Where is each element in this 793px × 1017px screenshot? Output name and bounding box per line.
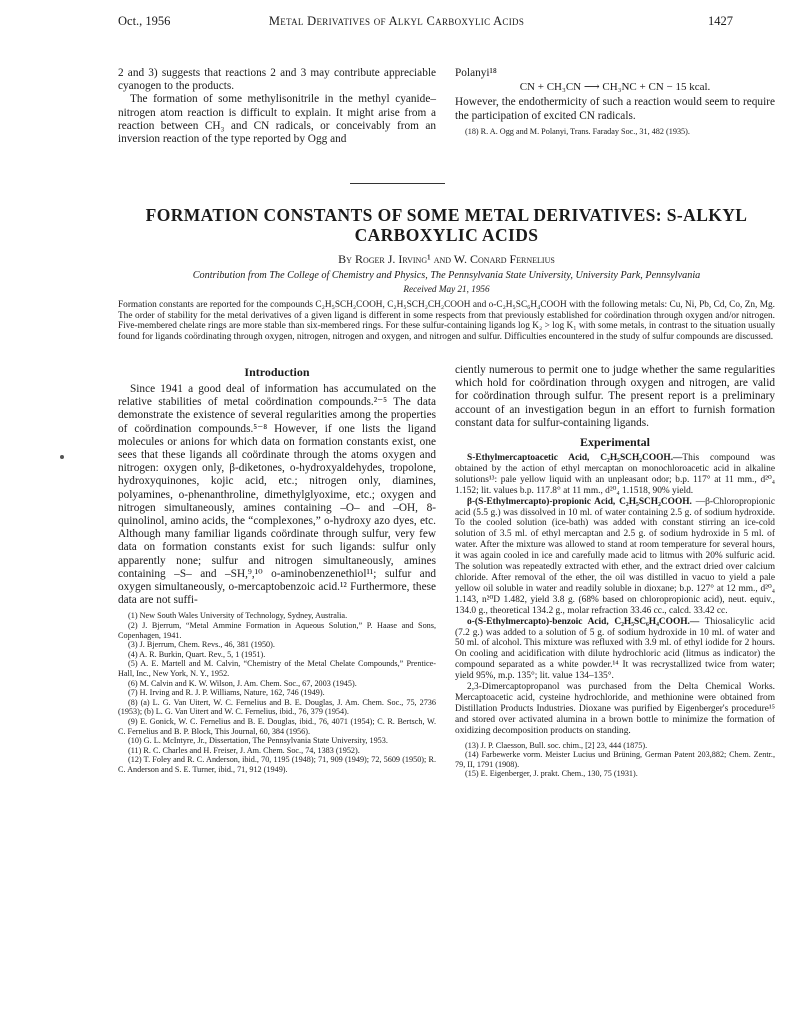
running-title: Metal Derivatives of Alkyl Carboxylic Acids: [268, 14, 525, 28]
footnote: (6) M. Calvin and K. W. Wilson, J. Am. Chem. Soc., 67, 2003 (1945).: [128, 678, 357, 688]
footnote: (11) R. C. Charles and H. Freiser, J. Am. Chem. Soc., 74, 1383 (1952).: [128, 745, 360, 755]
section-divider: [350, 183, 445, 184]
article-title: [118, 205, 775, 245]
top-right-para-1: Polanyi¹⁸: [455, 67, 497, 79]
left-column: [118, 364, 436, 775]
title-line-2: CARBOXYLIC ACIDS: [354, 225, 539, 245]
footnote: (15) E. Eigenberger, J. prakt. Chem., 130, 75 (1931).: [465, 769, 638, 779]
footnote: (12) T. Foley and R. C. Anderson, ibid., 70, 1195 (1948); 71, 909 (1949); 72, 5609 (1950); R. C. Anderson and S. E. Turner, ibid., 71, 912 (1949).: [118, 755, 436, 774]
top-right-para-2: However, the endothermicity of such a reaction would seem to require the participation of excited CN radicals.: [455, 96, 775, 122]
margin-mark: [60, 455, 64, 459]
top-left-column: [118, 67, 436, 146]
footnote: (14) Farbewerke vorm. Meister Lucius und Brüning, German Patent 203,882; Chem. Zentr., 79, II, 1791 (1908).: [455, 750, 775, 769]
experimental-heading: Experimental: [580, 435, 650, 450]
introduction-heading: Introduction: [244, 365, 310, 379]
footnote: (5) A. E. Martell and M. Calvin, “Chemistry of the Metal Chelate Compounds,” Prentice-Hall, Inc., New York, N. Y., 1952.: [118, 659, 436, 679]
footnote: (1) New South Wales University of Technology, Sydney, Australia.: [128, 611, 348, 621]
experimental-para-2: [455, 497, 775, 617]
footnote: (2) J. Bjerrum, “Metal Ammine Formation in Aqueous Solution,” P. Haase and Sons, Copenhagen, 1941.: [118, 621, 436, 640]
compound-name: S-Ethylmercaptoacetic Acid, C₂H₅SCH₂COOH.—: [467, 453, 683, 464]
received-date: Received May 21, 1956: [403, 284, 490, 294]
experimental-para-4: 2,3-Dimercaptopropanol was purchased from the Delta Chemical Works. Mercaptoacetic acid, cysteine hydrochloride, and methionine were obtained from Distillation Products Industries. Dioxane was purified by Eigenberger's procedure¹⁵ and stored over activated alumina in a brown bottle to minimize the formation of oxidizing decomposition products on standing.: [455, 682, 775, 736]
footnote: (13) J. P. Claesson, Bull. soc. chim., [2] 23, 444 (1875).: [465, 740, 648, 750]
top-right-column: [455, 67, 775, 136]
paragraph-text: —β-Chloropropionic acid (5.5 g.) was dissolved in 10 ml. of water containing 2.5 g. of sodium hydroxide. To the cooled solution (ice-bath) was added with constant stirring an ice-cold solution of 3.5 ml. of ethyl mercaptan and 2.5 g. of sodium hydroxide in 5 ml. of water. After the mixture was allowed to stand at room temperature for several hours, it was again cooled in ice and carefully made acid to litmus with 20% sulfuric acid. The solution was repeatedly extracted with ether, and the extract dried over calcium chloride. After removal of the ether, the oil was distilled in vacuo to yield a pale yellow oil soluble in water and readily soluble in dioxane; b.p. 127° at 12 mm., d²⁰₄ 1.143, n²⁰D 1.482, yield 3.8 g. (68% based on chloropropionic acid), neut. equiv., 134.0 g., theoretical 134.2 g., molar refraction 33.46 cc., calcd. 33.42 cc.: [455, 496, 776, 616]
introduction-continued: ciently numerous to permit one to judge whether the same regularities which hold for coördination through oxygen and nitrogen, are valid for coördination through sulfur. The present report is a preliminary account of an investigation begun in an effort to furnish formation constant data for sulfur-containing ligands.: [455, 364, 775, 429]
footnote: (10) G. L. McIntyre, Jr., Dissertation, The Pennsylvania State University, 1953.: [128, 736, 388, 746]
paragraph-text: This compound was obtained by the action of ethyl mercaptan on monochloroacetic acid in alkaline solutions¹³: pale yellow liquid with an unpleasant odor; b.p. 117° at 11 mm., d²⁰₄ 1.152; lit. values b.p. 117.8° at 11 mm., d²⁰₄ 1.1518, 90% yield.: [455, 453, 775, 496]
compound-name: o-(S-Ethylmercapto)-benzoic Acid, C₂H₅SC₆H₄COOH.—: [467, 616, 700, 627]
experimental-para-3: [455, 617, 775, 682]
header-date: Oct., 1956: [118, 14, 171, 28]
abstract: Formation constants are reported for the compounds C₂H₅SCH₂COOH, C₂H₅SCH₂CH₂COOH and o-C₂H₅SC₆H₄COOH with the following metals: Cu, Ni, Pb, Cd, Co, Zn, Mg. The order of stability for the metal derivatives of a given ligand is different in some respects from that previously established for coördination through oxygen and/or nitrogen. Five-membered chelate rings are more stable than six-membered rings. For these sulfur-containing ligands log K₂ > log K₁ with some metals, in contrast to the situation usually found for ligands coördinating through oxygen, nitrogen, nitrogen and oxygen, and nitrogen and sulfur. Difficulties encountered in the study of sulfur compounds are discussed.: [118, 300, 775, 342]
right-column: [455, 364, 775, 779]
equation: CN + CH₃CN ⟶ CH₃NC + CN − 15 kcal.: [519, 81, 711, 94]
footnotes-right: [455, 741, 775, 779]
compound-name: β-(S-Ethylmercapto)-propionic Acid, C₂H₅SCH₂COOH.: [467, 496, 692, 507]
footnote: (9) E. Gonick, W. C. Fernelius and B. E. Douglas, ibid., 76, 4071 (1954); C. R. Bertsch, W. C. Fernelius and B. P. Block, This Journal, 60, 384 (1956).: [118, 716, 436, 736]
paragraph-text: Thiosalicylic acid (7.2 g.) was added to a solution of 5 g. of sodium hydroxide in 10 ml. of water and 50 ml. of alcohol. This mixture was refluxed with 3.9 ml. of ethyl iodide for 2 hours. On cooling and acidification with dilute hydrochloric acid (litmus as indicator) the compound separated as a white powder.¹⁴ It was recrystallized twice from water; yield 95%, m.p. 135°; lit. value 134–135°.: [455, 616, 775, 682]
title-line-1: FORMATION CONSTANTS OF SOME METAL DERIVATIVES: S-ALKYL: [145, 205, 748, 225]
footnote: (8) (a) L. G. Van Uitert, W. C. Fernelius and B. E. Douglas, J. Am. Chem. Soc., 75, 2736 (1953); (b) L. G. Van Uitert and W. C. Fernelius, ibid., 76, 379 (1954).: [118, 697, 436, 717]
top-left-para-1: 2 and 3) suggests that reactions 2 and 3 may contribute appreciable cyanogen to the products.: [118, 67, 436, 93]
footnote: (3) J. Bjerrum, Chem. Revs., 46, 381 (1950).: [128, 640, 275, 650]
page-number: 1427: [708, 14, 733, 28]
footnote-18: (18) R. A. Ogg and M. Polanyi, Trans. Faraday Soc., 31, 482 (1935).: [465, 126, 690, 136]
affiliation: Contribution from The College of Chemistry and Physics, The Pennsylvania State University, University Park, Pennsylvania: [192, 270, 701, 281]
experimental-para-1: [455, 453, 775, 497]
footnote: (4) A. R. Burkin, Quart. Rev., 5, 1 (1951).: [128, 649, 266, 659]
footnote: (7) H. Irving and R. J. P. Williams, Nature, 162, 746 (1949).: [128, 688, 325, 698]
top-left-para-2: The formation of some methylisonitrile in the methyl cyanide–nitrogen atom reaction is difficult to explain. It might arise from a reaction between CH₃ and CN radicals, or conceivably from an inversion reaction of the type reported by Ogg and: [118, 93, 436, 146]
footnotes-left: [118, 611, 436, 774]
introduction-para: Since 1941 a good deal of information has accumulated on the relative stabilities of metal coördination compounds.²⁻⁵ The data demonstrate the existence of several regularities among the properties of coördination compounds.⁵⁻⁸ However, if one lists the ligand molecules or anions for which data on formation constants exist, one sees that these ligands all coördinate through the atoms oxygen and nitrogen: oxygen only, β-diketones, o-hydroxyaldehydes, tropolone, hydroxyquinones, kojic acid, etc.; nitrogen only, diamines, polyamines, o-phenanthroline, dimethylglyoxime, etc.; oxygen and nitrogen simultaneously, amines containing –O– and –OH, 8-quinolinol, amino acids, the “complexones,” o-hydroxy azo dyes, etc. Although many familiar ligands coördinate through sulfur, very few data on formation constants exist for such ligands: sulfur only apparently none; sulfur and nitrogen simultaneously, amines containing –S– and –SH,⁹,¹⁰ o-aminobenzenethiol¹¹; sulfur and oxygen simultaneously, o-mercaptobenzoic acid.¹² Furthermore, these data are not suffi-: [118, 383, 436, 607]
authors: By Roger J. Irving¹ and W. Conard Fernelius: [338, 252, 555, 266]
